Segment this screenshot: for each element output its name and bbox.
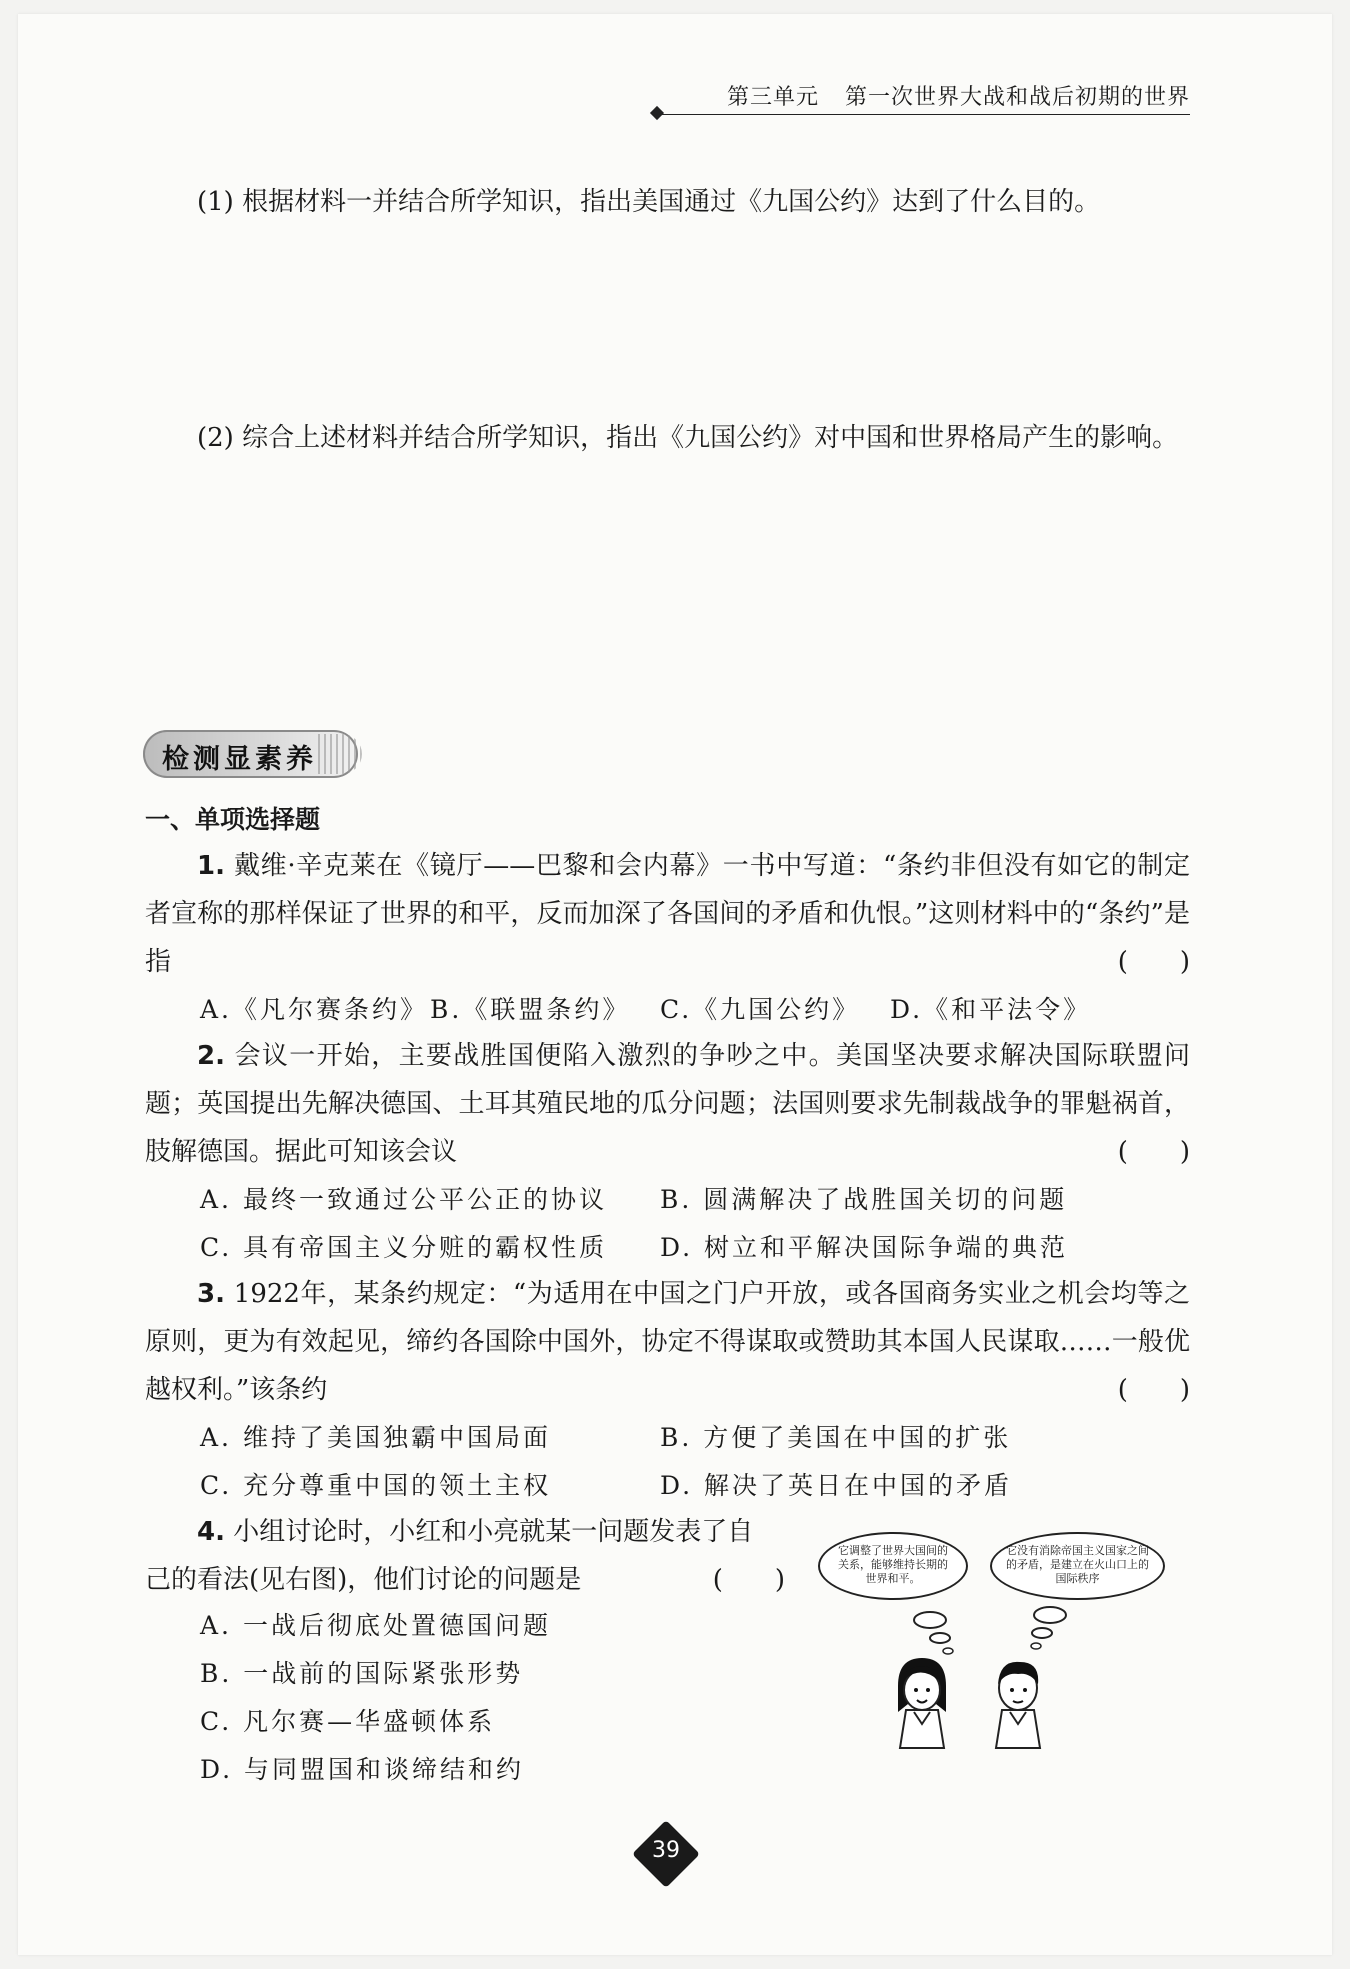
answer-bracket: ( ) bbox=[1117, 1375, 1190, 1405]
question-4-line2 bbox=[145, 1556, 785, 1604]
question-text: 己的看法(见右图)，他们讨论的问题是 bbox=[145, 1565, 582, 1595]
question-text: 小组讨论时，小红和小亮就某一问题发表了自 bbox=[233, 1517, 754, 1547]
option-1b: B.《联盟条约》 bbox=[430, 995, 631, 1024]
header-rule bbox=[660, 114, 1190, 115]
banner-stripes bbox=[318, 734, 362, 774]
answer-bracket-row bbox=[145, 938, 1190, 986]
subquestion-1: (1) 根据材料一并结合所学知识，指出美国通过《九国公约》达到了什么目的。 bbox=[197, 187, 1101, 217]
boy-figure-icon bbox=[996, 1662, 1040, 1748]
subquestion-2: (2) 综合上述材料并结合所学知识，指出《九国公约》对中国和世界格局产生的影响。 bbox=[197, 423, 1179, 453]
option-3a: A. 维持了美国独霸中国局面 bbox=[200, 1423, 551, 1452]
speech-bubble-right: 它没有消除帝国主义国家之间的矛盾，是建立在火山口上的国际秩序 bbox=[990, 1532, 1165, 1600]
option-2b: B. 圆满解决了战胜国关切的问题 bbox=[660, 1185, 1068, 1214]
girl-figure-icon bbox=[898, 1658, 946, 1748]
answer-bracket-row bbox=[145, 1128, 1190, 1176]
page-number: 39 bbox=[652, 1838, 680, 1863]
answer-bracket: ( ) bbox=[712, 1565, 785, 1595]
students-illustration bbox=[870, 1600, 1150, 1750]
option-2c: C. 具有帝国主义分赃的霸权性质 bbox=[200, 1233, 608, 1262]
option-3c: C. 充分尊重中国的领土主权 bbox=[200, 1471, 552, 1500]
speech-bubble-left: 它调整了世界大国间的关系，能够维持长期的世界和平。 bbox=[818, 1532, 968, 1600]
question-text: 会议一开始，主要战胜国便陷入激烈的争吵之中。美国坚决要求解决国际联盟问题；英国提出先解决德国、土耳其殖民地的瓜分问题；法国则要求先制裁战争的罪魁祸首，肢解德国。据此可知该会议 bbox=[145, 1041, 1190, 1167]
section-banner-label: 检测显素养 bbox=[162, 744, 317, 775]
question-text: 1922年，某条约规定：“为适用在中国之门户开放，或各国商务实业之机会均等之原则，更为有效起见，缔约各国除中国外，协定不得谋取或赞助其本国人民谋取……一般优越权利。”该条约 bbox=[145, 1279, 1191, 1405]
answer-bracket: ( ) bbox=[1117, 947, 1190, 977]
section-title: 一、单项选择题 bbox=[145, 805, 321, 834]
option-3b: B. 方便了美国在中国的扩张 bbox=[660, 1423, 1012, 1452]
answer-bracket-row bbox=[145, 1366, 1190, 1414]
question-number: 2. bbox=[197, 1041, 225, 1071]
option-2d: D. 树立和平解决国际争端的典范 bbox=[660, 1233, 1069, 1262]
option-1d: D.《和平法令》 bbox=[890, 995, 1092, 1024]
question-text: 戴维·辛克莱在《镜厅——巴黎和会内幕》一书中写道：“条约非但没有如它的制定者宣称的那样保证了世界的和平，反而加深了各国间的矛盾和仇恨。”这则材料中的“条约”是指 bbox=[145, 851, 1190, 977]
header-unit: 第三单元 bbox=[726, 85, 819, 110]
header-title: 第一次世界大战和战后初期的世界 bbox=[844, 85, 1190, 110]
question-number: 4. bbox=[197, 1517, 225, 1547]
option-1c: C.《九国公约》 bbox=[660, 995, 861, 1024]
question-number: 1. bbox=[197, 851, 225, 881]
option-4b: B. 一战前的国际紧张形势 bbox=[200, 1659, 524, 1688]
option-4d: D. 与同盟国和谈缔结和约 bbox=[200, 1755, 525, 1784]
option-2a: A. 最终一致通过公平公正的协议 bbox=[200, 1185, 607, 1214]
option-4a: A. 一战后彻底处置德国问题 bbox=[200, 1611, 551, 1640]
answer-bracket: ( ) bbox=[1117, 1137, 1190, 1167]
option-3d: D. 解决了英日在中国的矛盾 bbox=[660, 1471, 1013, 1500]
question-4-line1 bbox=[145, 1508, 805, 1556]
question-number: 3. bbox=[197, 1279, 225, 1309]
option-1a: A.《凡尔赛条约》 bbox=[200, 995, 429, 1024]
option-4c: C. 凡尔赛—华盛顿体系 bbox=[200, 1707, 496, 1736]
